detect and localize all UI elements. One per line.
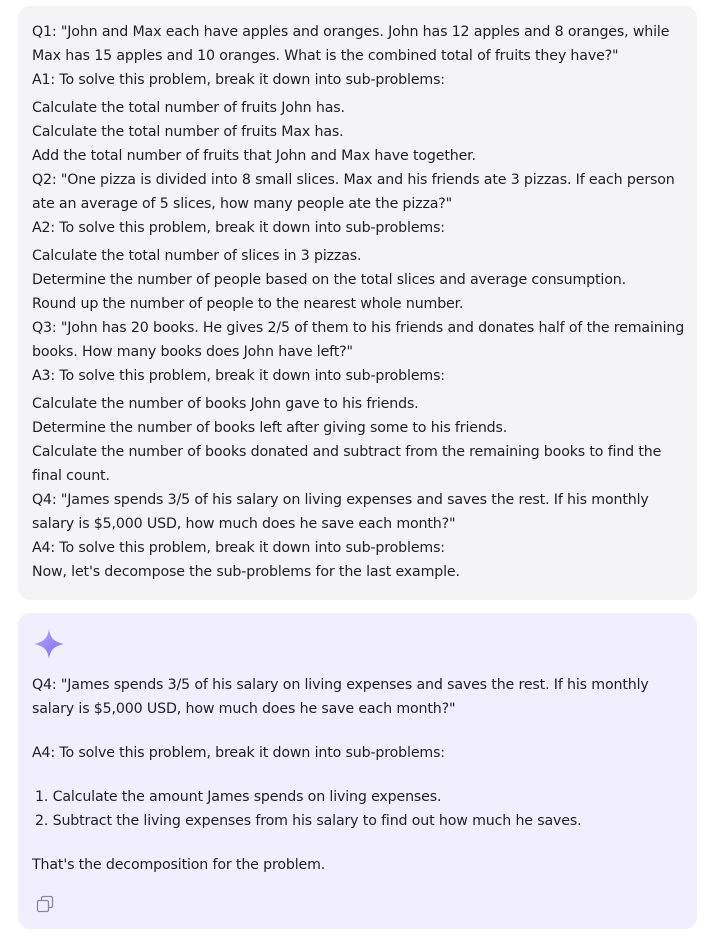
message-line: Calculate the total number of fruits John has. [32,100,345,116]
question-line: Q4: "James spends 3/5 of his salary on living expenses and saves the rest. If his monthly [32,677,649,693]
message-line: Round up the number of people to the nearest whole number. [32,296,464,312]
message-line: Q2: "One pizza is divided into 8 small slices. Max and his friends ate 3 pizzas. If each person [32,172,675,188]
message-line: Add the total number of fruits that John and Max have together. [32,148,476,164]
message-line: Max has 15 apples and 10 oranges. What is the combined total of fruits they have?" [32,48,619,64]
message-line: Calculate the total number of slices in 3 pizzas. [32,248,362,264]
message-line: books. How many books does John have left?" [32,344,353,360]
message-line: A2: To solve this problem, break it down into sub-problems: [32,220,445,236]
message-line: A3: To solve this problem, break it down into sub-problems: [32,368,445,384]
sparkle-icon [32,627,66,661]
user-message-text [32,20,689,584]
assistant-message-bubble [18,613,697,929]
copy-icon[interactable] [36,895,54,913]
message-line: Now, let's decompose the sub-problems for the last example. [32,564,460,580]
message-line: ate an average of 5 slices, how many people ate the pizza?" [32,196,453,212]
user-message-bubble [18,6,697,600]
list-item: 1. Calculate the amount James spends on living expenses. [35,789,442,805]
assistant-message-text [32,673,689,877]
message-line: Q4: "James spends 3/5 of his salary on living expenses and saves the rest. If his monthly [32,492,649,508]
message-line: Calculate the number of books John gave to his friends. [32,396,419,412]
message-line: Calculate the total number of fruits Max has. [32,124,344,140]
message-line: Determine the number of people based on the total slices and average consumption. [32,272,626,288]
message-line: final count. [32,468,110,484]
question-line: salary is $5,000 USD, how much does he save each month?" [32,701,456,717]
message-line: Q3: "John has 20 books. He gives 2/5 of them to his friends and donates half of the remaining [32,320,685,336]
message-line: salary is $5,000 USD, how much does he save each month?" [32,516,456,532]
list-item: 2. Subtract the living expenses from his salary to find out how much he saves. [35,813,582,829]
message-line: Q1: "John and Max each have apples and oranges. John has 12 apples and 8 oranges, while [32,24,670,40]
message-line: Determine the number of books left after giving some to his friends. [32,420,508,436]
steps-list [32,785,689,833]
message-line: A4: To solve this problem, break it down into sub-problems: [32,540,445,556]
conclusion-text: That's the decomposition for the problem. [32,857,326,873]
message-line: A1: To solve this problem, break it down into sub-problems: [32,72,445,88]
answer-intro: A4: To solve this problem, break it down into sub-problems: [32,745,445,761]
message-line: Calculate the number of books donated and subtract from the remaining books to find the [32,444,662,460]
